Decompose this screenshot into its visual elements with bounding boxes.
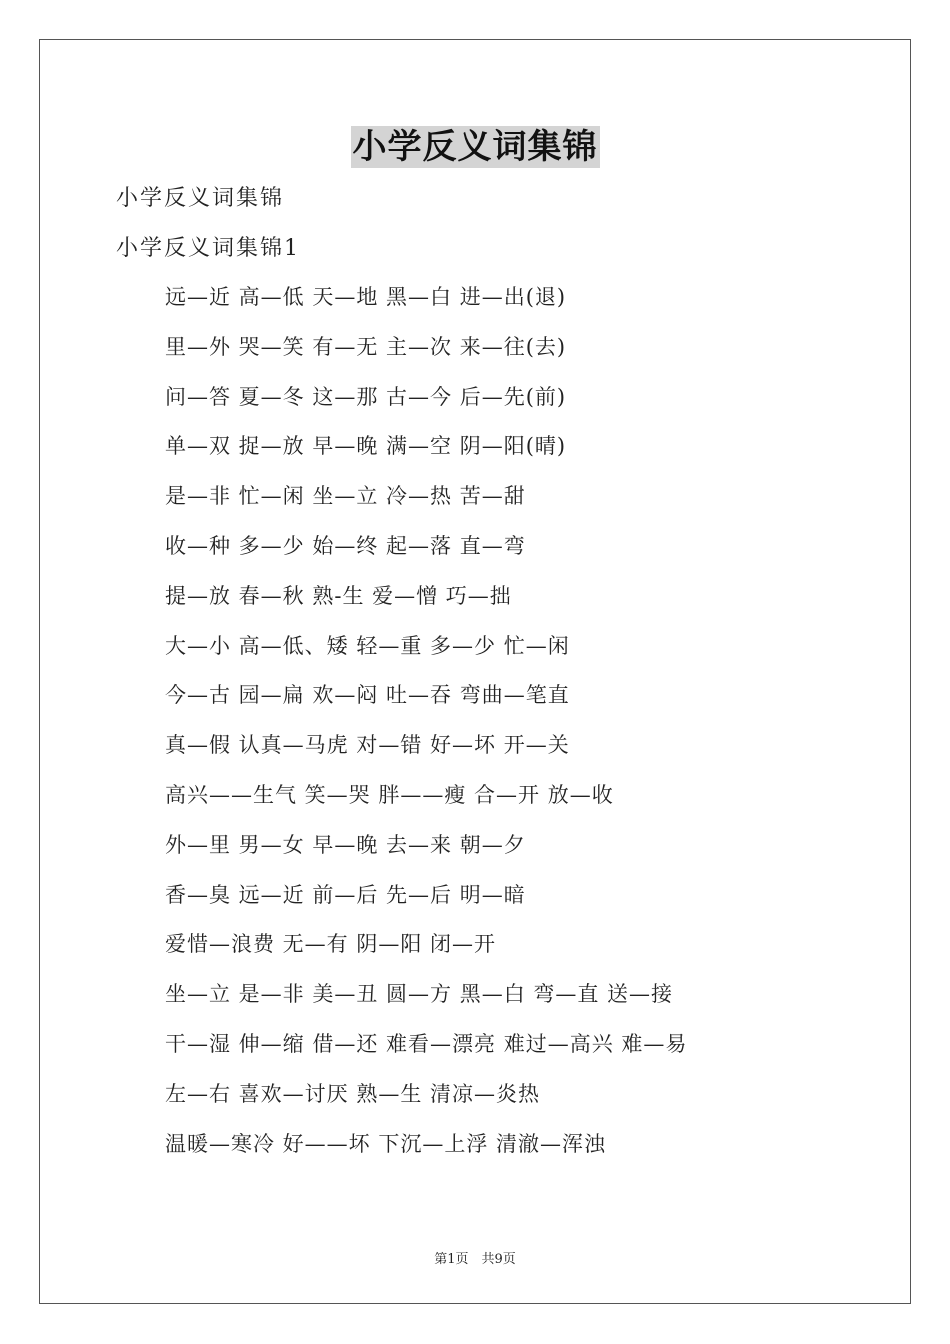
antonym-line: 真—假 认真—马虎 对—错 好—坏 开—关	[165, 733, 570, 758]
antonym-line: 高兴——生气 笑—哭 胖——瘦 合—开 放—收	[165, 782, 614, 807]
antonym-line: 收—种 多—少 始—终 起—落 直—弯	[165, 533, 526, 558]
antonym-line: 远—近 高—低 天—地 黑—白 进—出(退)	[165, 285, 567, 309]
antonym-line: 是—非 忙—闲 坐—立 冷—热 苦—甜	[165, 484, 526, 509]
antonym-line: 提—放 春—秋 熟-生 爱—憎 巧—拙	[165, 583, 512, 608]
antonym-line: 大—小 高—低、矮 轻—重 多—少 忙—闲	[165, 633, 570, 658]
antonym-line: 坐—立 是—非 美—丑 圆—方 黑—白 弯—直 送—接	[165, 982, 674, 1007]
antonym-line: 今—古 园—扁 欢—闷 吐—吞 弯曲—笔直	[165, 683, 570, 708]
antonym-line: 干—湿 伸—缩 借—还 难看—漂亮 难过—高兴 难—易	[165, 1031, 688, 1056]
antonym-line: 外—里 男—女 早—晚 去—来 朝—夕	[165, 832, 526, 857]
document-title: 小学反义词集锦	[352, 127, 598, 167]
antonym-line: 香—臭 远—近 前—后 先—后 明—暗	[165, 882, 526, 907]
page-footer	[0, 1248, 950, 1267]
antonym-line: 左—右 喜欢—讨厌 熟—生 清凉—炎热	[165, 1081, 541, 1106]
antonym-line: 问—答 夏—冬 这—那 古—今 后—先(前)	[165, 384, 567, 409]
antonym-line: 里—外 哭—笑 有—无 主—次 来—往(去)	[165, 334, 567, 359]
section-heading: 小学反义词集锦1	[116, 236, 300, 261]
antonym-line: 单—双 捉—放 早—晚 满—空 阴—阳(晴)	[165, 434, 567, 459]
document-subtitle: 小学反义词集锦	[116, 186, 285, 211]
title-container	[0, 126, 950, 168]
antonym-line: 温暖—寒冷 好——坏 下沉—上浮 清澈—浑浊	[165, 1131, 607, 1156]
antonym-line: 爱惜—浪费 无—有 阴—阳 闭—开	[165, 932, 497, 957]
antonym-list	[165, 284, 687, 1180]
page-number: 第1页 共9页	[434, 1252, 516, 1267]
